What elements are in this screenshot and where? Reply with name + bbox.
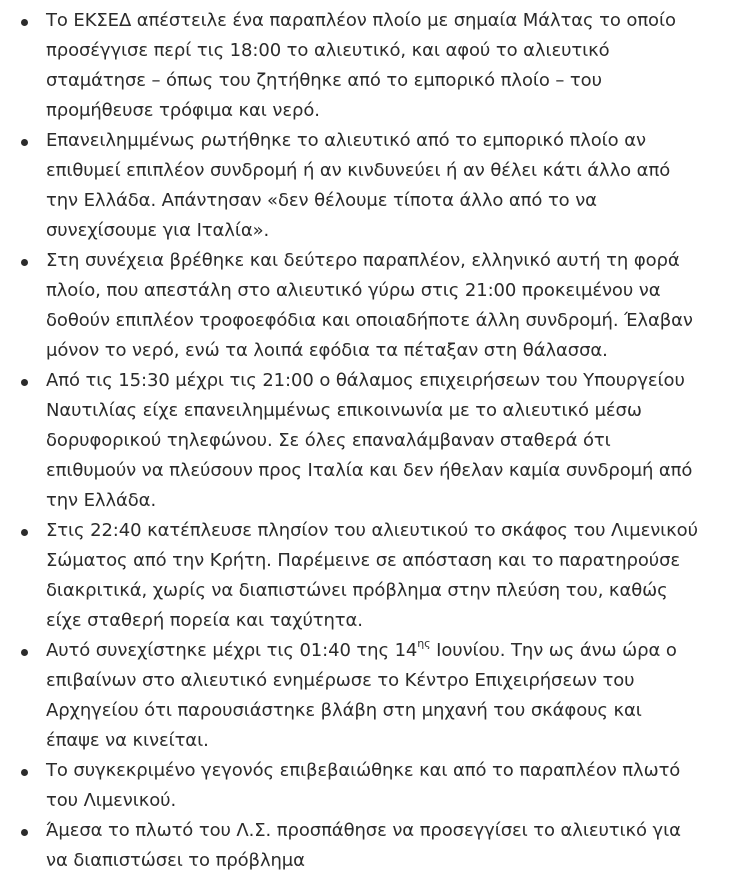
list-item [0,816,729,876]
bullet-dot-icon [21,139,28,146]
bullet-dot-icon [21,529,28,536]
bullet-dot-icon [21,19,28,26]
list-item [0,6,729,126]
list-item [0,126,729,246]
list-item-text: Στη συνέχεια βρέθηκε και δεύτερο παραπλέον, ελληνικό αυτή τη φορά πλοίο, που απεστάλη στο αλιευτικό γύρω στις 21:00 προκειμένου να δοθούν επιπλέον τροφοεφόδια και οποιαδήποτε άλλη συνδρομή. Έλαβαν μόνον το νερό, ενώ τα λοιπά εφόδια τα πέταξαν στη θάλασσα. [46,250,693,361]
bullet-dot-icon [21,829,28,836]
list-item-text: Στις 22:40 κατέπλευσε πλησίον του αλιευτικού το σκάφος του Λιμενικού Σώματος από την Κρήτη. Παρέμεινε σε απόσταση και το παρατηρούσε διακριτικά, χωρίς να διαπιστώνει πρόβλημα στην πλεύση του, καθώς είχε σταθερή πορεία και ταχύτητα. [46,520,698,631]
list-item [0,516,729,636]
bullet-dot-icon [21,379,28,386]
bullet-list [0,6,729,876]
list-item-text-after: Ιουνίου. Την ως άνω ώρα ο επιβαίνων στο αλιευτικό ενημέρωσε το Κέντρο Επιχειρήσεων του Αρχηγείου ότι παρουσιάστηκε βλάβη στη μηχανή του σκάφους και έπαψε να κινείται. [46,640,677,751]
ordinal-superscript: ης [417,637,431,650]
list-item-text: Επανειλημμένως ρωτήθηκε το αλιευτικό από το εμπορικό πλοίο αν επιθυμεί επιπλέον συνδρομή ή αν κινδυνεύει ή αν θέλει κάτι άλλο από την Ελλάδα. Απάντησαν «δεν θέλουμε τίποτα άλλο από το να συνεχίσουμε για Ιταλία». [46,130,671,241]
bullet-dot-icon [21,259,28,266]
bullet-dot-icon [21,769,28,776]
list-item-text-before: Αυτό συνεχίστηκε μέχρι τις 01:40 της 14 [46,640,418,661]
list-item-text: Το ΕΚΣΕΔ απέστειλε ένα παραπλέον πλοίο με σημαία Μάλτας το οποίο προσέγγισε περί τις 18:00 το αλιευτικό, και αφού το αλιευτικό σταμάτησε – όπως του ζητήθηκε από το εμπορικό πλοίο – του προμήθευσε τρόφιμα και νερό. [46,10,676,121]
list-item [0,636,729,756]
list-item-text: Άμεσα το πλωτό του Λ.Σ. προσπάθησε να προσεγγίσει το αλιευτικό για να διαπιστώσει το πρόβλημα [46,820,681,871]
list-item [0,246,729,366]
list-item-text: Από τις 15:30 μέχρι τις 21:00 ο θάλαμος επιχειρήσεων του Υπουργείου Ναυτιλίας είχε επανειλημμένως επικοινωνία με το αλιευτικό μέσω δορυφορικού τηλεφώνου. Σε όλες επαναλάμβαναν σταθερά ότι επιθυμούν να πλεύσουν προς Ιταλία και δεν ήθελαν καμία συνδρομή από την Ελλάδα. [46,370,693,511]
list-item-text: Το συγκεκριμένο γεγονός επιβεβαιώθηκε και από το παραπλέον πλωτό του Λιμενικού. [46,760,681,811]
bullet-dot-icon [21,649,28,656]
list-item [0,756,729,816]
list-item [0,366,729,516]
